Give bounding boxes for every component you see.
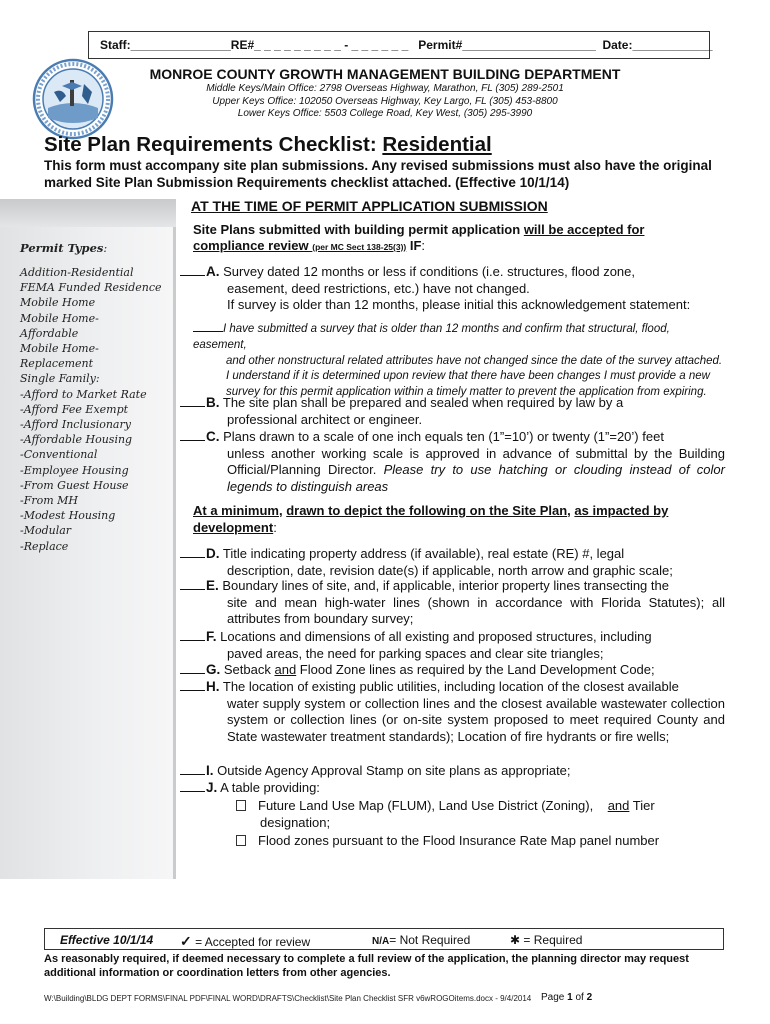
item-j-checkbox[interactable] <box>180 791 205 792</box>
permit-label: Permit# <box>418 38 463 52</box>
permit-types-sidebar <box>0 199 176 879</box>
item-h-checkbox[interactable] <box>180 690 205 691</box>
item-b-checkbox[interactable] <box>180 406 205 407</box>
checklist-item-g: G. Setback and Flood Zone lines as required by the Land Development Code; <box>180 662 725 679</box>
permit-type-item: FEMA Funded Residence <box>20 281 162 295</box>
permit-type-item: -Affordable Housing <box>20 433 133 447</box>
permit-type-item: -From Guest House <box>20 478 129 492</box>
permit-type-item: -Modular <box>20 524 72 538</box>
re-field[interactable]: _ _ _ _ _ _ _ _ _ - _ _ _ _ _ _ <box>254 38 412 52</box>
permit-types-label: Permit Types: <box>20 241 108 255</box>
item-a-checkbox[interactable] <box>180 275 205 276</box>
permit-type-item: -Afford Inclusionary <box>20 418 131 432</box>
check-icon: ✓ <box>180 933 192 949</box>
permit-type-item: Single Family: <box>20 372 100 386</box>
section-heading: AT THE TIME OF PERMIT APPLICATION SUBMISSION <box>191 198 548 214</box>
checklist-item-f: F. Locations and dimensions of all existing and proposed structures, including paved areas, the need for parking spaces and clear site triangles; <box>180 629 725 662</box>
sidebar-top-band <box>0 199 176 227</box>
survey-acknowledgement: I have submitted a survey that is older than 12 months and confirm that structural, flood, easement, and other nonstructural related attributes have not changed since the date of the survey attached. I understand if it is determined upon review that there have been changes I must provide a new survey for this permit application within a timely matter to prevent the application from expiring. <box>193 323 723 399</box>
checklist-item-h: H. The location of existing public utilities, including location of the closest available water supply system or collection lines and the closest available wastewater collection system or collection lines (or on-site system proposed to meet required County and State wastewater treatment standards); Location of fire hydrants or fire wells; <box>180 679 725 745</box>
office-lower-keys: Lower Keys Office: 5503 College Road, Key West, (305) 295-3990 <box>237 108 533 119</box>
table-item-flood-zones: Flood zones pursuant to the Flood Insurance Rate Map panel number <box>236 833 659 850</box>
permit-type-item: Addition-Residential <box>20 266 134 279</box>
permit-type-item: Mobile Home- <box>20 311 99 325</box>
legend-effective-date: Effective 10/1/14 <box>60 933 154 947</box>
checklist-item-e: E. Boundary lines of site, and, if applicable, interior property lines transecting the site and mean high-water lines (shown in accordance with Florida Statutes); all attributes from boundary survey; <box>180 578 725 628</box>
legend-required: ✱ = Required <box>510 933 583 947</box>
staff-field[interactable]: _______________ <box>130 38 231 52</box>
checklist-item-j: J. A table providing: <box>180 780 725 797</box>
checklist-item-c: C. Plans drawn to a scale of one inch equals ten (1”=10’) or twenty (1”=20’) feet unless another working scale is approved in advance of submittal by the Building Official/Planning Director. Please try to use hatching or clouding instead of color legends to distinguish areas <box>180 429 725 495</box>
permit-types-list <box>20 265 162 554</box>
item-c-checkbox[interactable] <box>180 440 205 441</box>
office-upper-keys: Upper Keys Office: 102050 Overseas Highway, Key Largo, FL (305) 453-8800 <box>212 96 558 107</box>
legend-accepted: ✓ = Accepted for review <box>180 933 311 949</box>
department-title: MONROE COUNTY GROWTH MANAGEMENT BUILDING DEPARTMENT <box>149 66 621 82</box>
checklist-item-d: D. Title indicating property address (if available), real estate (RE) #, legal description, date, revision date(s) if applicable, north arrow and graphic scale; <box>180 546 725 579</box>
flood-zones-checkbox[interactable] <box>236 835 246 846</box>
checklist-item-i: I. Outside Agency Approval Stamp on site plans as appropriate; <box>180 763 725 780</box>
legend-not-required: N/A= Not Required <box>372 933 471 947</box>
item-f-checkbox[interactable] <box>180 640 205 641</box>
permit-type-item: Replacement <box>20 357 94 371</box>
permit-type-item: -Replace <box>20 539 69 553</box>
staff-info-line <box>100 38 713 52</box>
item-g-checkbox[interactable] <box>180 673 205 674</box>
item-d-checkbox[interactable] <box>180 557 205 558</box>
page-title: Site Plan Requirements Checklist: Residential <box>44 133 492 156</box>
asterisk-icon: ✱ <box>510 933 521 947</box>
office-middle-keys: Middle Keys/Main Office: 2798 Overseas Highway, Marathon, FL (305) 289-2501 <box>206 83 564 94</box>
minimum-requirements-heading: At a minimum, drawn to depict the following on the Site Plan, as impacted by development: <box>193 503 669 535</box>
table-item-flum: Future Land Use Map (FLUM), Land Use District (Zoning), and Tier designation; <box>236 798 726 831</box>
checklist-item-a: A. Survey dated 12 months or less if conditions (i.e. structures, flood zone, easement, deed restrictions, etc.) have not changed. If survey is older than 12 months, please initial this acknowledgement statement: <box>180 264 725 314</box>
permit-type-item: Mobile Home- <box>20 342 99 356</box>
intro-text: This form must accompany site plan submissions. Any revised submissions must also have the original marked Site Plan Submission Requirements checklist attached. (Effective 10/1/14) <box>44 158 712 190</box>
footnote: As reasonably required, if deemed necessary to complete a full review of the application, the planning director may request additional information or coordination letters from other agencies. <box>44 953 689 979</box>
checklist-item-b: B. The site plan shall be prepared and sealed when required by law by a professional architect or engineer. <box>180 395 725 428</box>
date-label: Date: <box>602 38 633 52</box>
permit-type-item: Affordable <box>20 326 79 340</box>
permit-type-item: -Afford Fee Exempt <box>20 402 129 416</box>
permit-type-item: -Modest Housing <box>20 509 116 523</box>
re-label: RE# <box>230 38 255 52</box>
staff-label: Staff: <box>100 38 131 52</box>
footer-file-path: W:\Building\BLDG DEPT FORMS\FINAL PDF\FINAL WORD\DRAFTS\Checklist\Site Plan Checklist SFR v6wROGOitems.docx - 9/4/2014 <box>44 994 532 1003</box>
site-plans-condition: Site Plans submitted with building permit application will be accepted for compliance review (per MC Sect 138-25(3)) IF: <box>193 222 645 253</box>
permit-type-item: -From MH <box>20 494 79 508</box>
page-subtitle: Residential <box>382 133 492 156</box>
item-e-checkbox[interactable] <box>180 589 205 590</box>
date-field[interactable]: ____________ <box>632 38 713 52</box>
permit-type-item: -Employee Housing <box>20 463 129 477</box>
page-number: Page 1 of 2 <box>541 992 593 1003</box>
acknowledgement-initial-field[interactable] <box>193 331 223 332</box>
permit-type-item: -Afford to Market Rate <box>20 387 147 401</box>
permit-field[interactable]: ____________________ <box>462 38 596 52</box>
item-i-checkbox[interactable] <box>180 774 205 775</box>
permit-type-item: Mobile Home <box>20 296 96 310</box>
permit-type-item: -Conventional <box>20 448 98 462</box>
flum-checkbox[interactable] <box>236 800 246 811</box>
